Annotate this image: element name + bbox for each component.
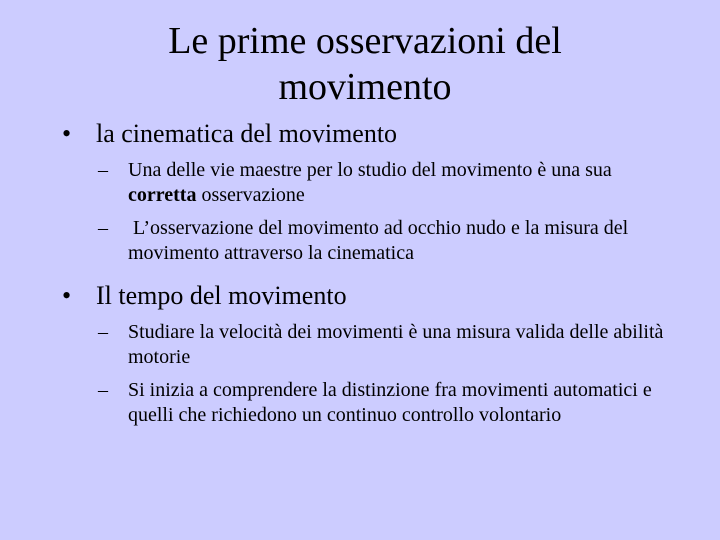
bullet-tempo: [62, 280, 682, 312]
emphasis-text: corretta: [128, 184, 197, 206]
sub-list-tempo: [98, 320, 682, 428]
dash-icon: –: [98, 379, 108, 401]
sub-item-text: [128, 158, 682, 208]
sub-item-text: Si inizia a comprendere la distinzione fra movimenti automatici e quelli che richiedono un continuo controllo volontario: [128, 379, 652, 426]
sub-item-occhio-nudo: [98, 216, 682, 266]
dash-icon: –: [98, 159, 108, 181]
bullet-text: la cinematica del movimento: [96, 119, 398, 148]
text-part: osservazione: [196, 184, 305, 206]
dash-icon: –: [98, 321, 108, 343]
bullet-icon: •: [62, 281, 72, 310]
bullet-icon: •: [62, 119, 72, 148]
sub-list-cinematica: [98, 158, 682, 266]
sub-item-text: Studiare la velocità dei movimenti è una misura valida delle abilità motorie: [128, 321, 664, 368]
bullet-text: Il tempo del movimento: [96, 281, 347, 310]
sub-item-text: L’osservazione del movimento ad occhio nudo e la misura del movimento attraverso la cinematica: [128, 217, 634, 264]
sub-item-osservazione: [98, 158, 682, 208]
sub-item-distinzione: [98, 378, 682, 428]
bullet-cinematica: [62, 118, 682, 150]
dash-icon: –: [98, 217, 108, 239]
slide-content: [62, 118, 682, 428]
text-part: Una delle vie maestre per lo studio del movimento è una sua: [128, 159, 612, 181]
sub-item-velocita: [98, 320, 682, 370]
slide-title: Le prime osservazioni del movimento: [168, 20, 562, 108]
